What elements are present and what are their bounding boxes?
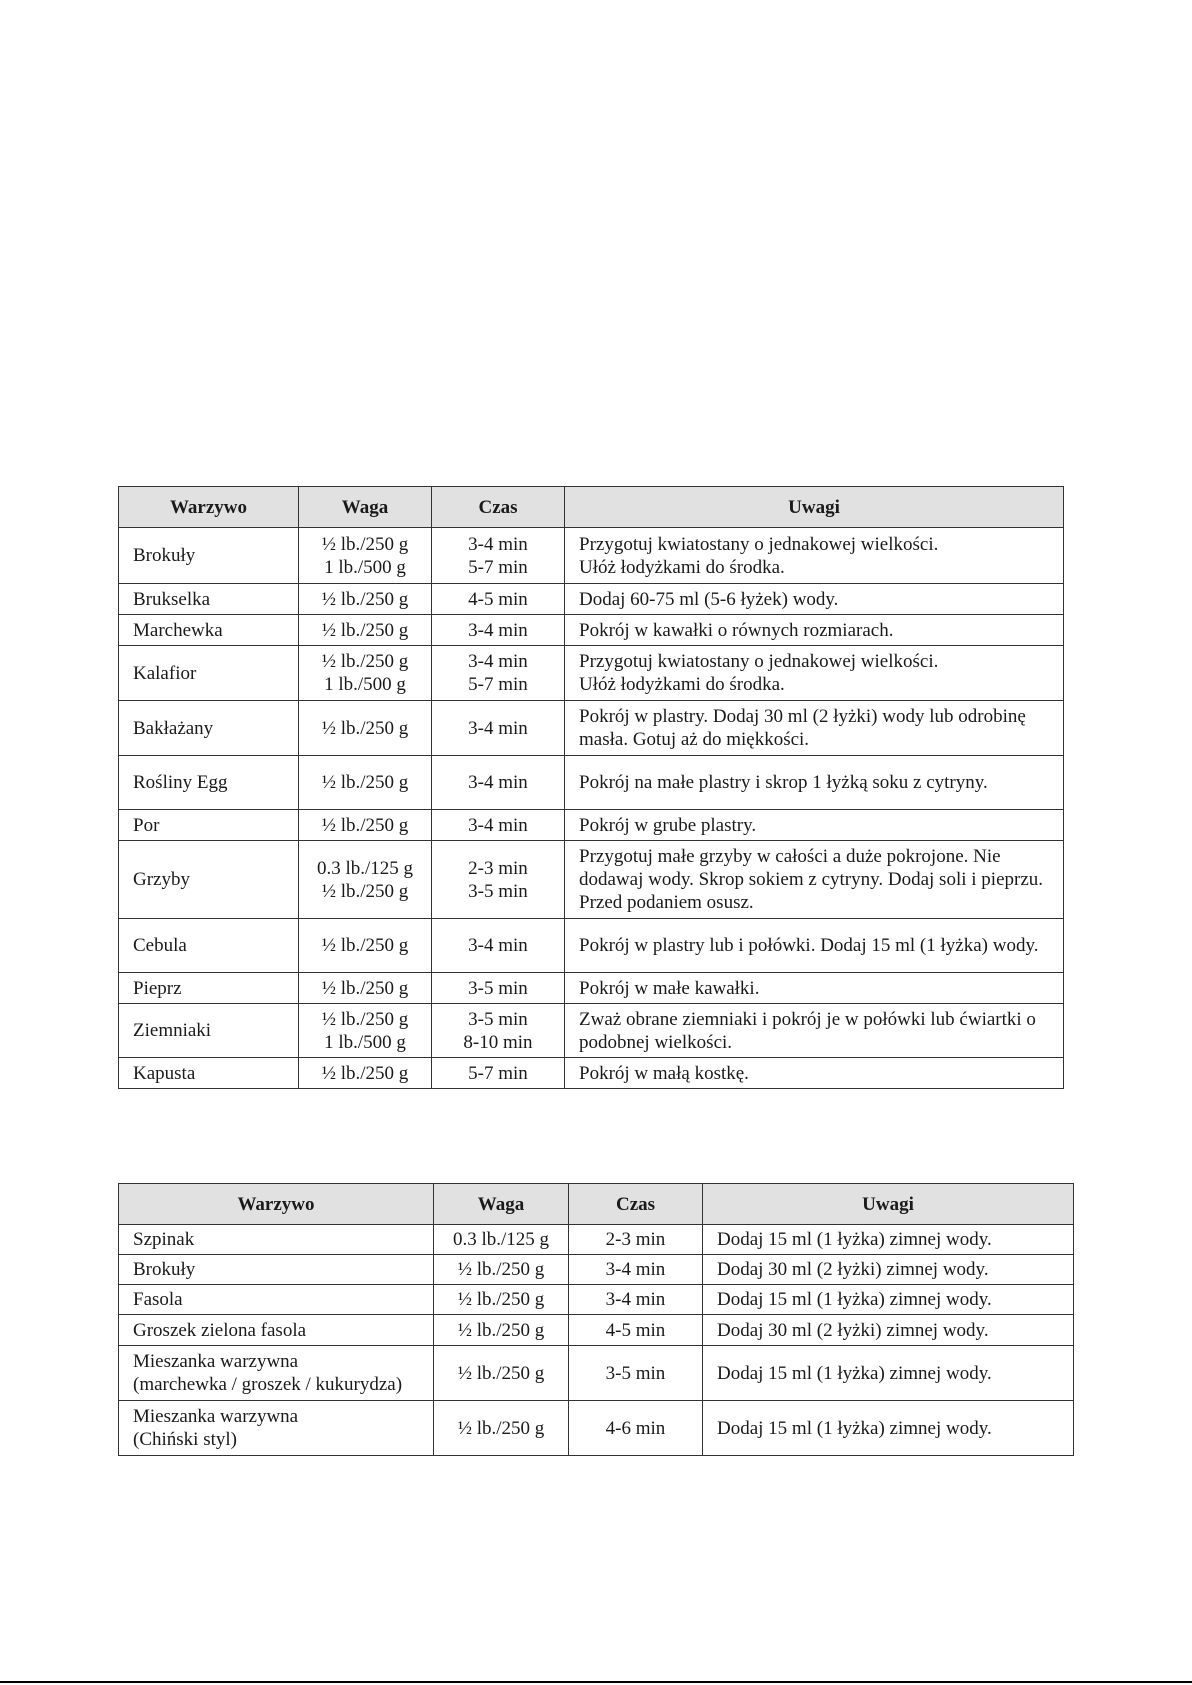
notes-cell: Dodaj 15 ml (1 łyżka) zimnej wody.	[703, 1225, 1074, 1255]
notes-cell: Pokrój w plastry. Dodaj 30 ml (2 łyżki) wody lub odrobinę masła. Gotuj aż do miękkości.	[565, 701, 1064, 756]
weight-cell: ½ lb./250 g 1 lb./500 g	[299, 646, 432, 701]
vegetable-cell: Ziemniaki	[119, 1004, 299, 1058]
time-cell: 3-4 min	[569, 1285, 703, 1315]
vegetable-cell: Szpinak	[119, 1225, 434, 1255]
vegetable-cell: Cebula	[119, 919, 299, 973]
table-row	[119, 1255, 1074, 1285]
vegetable-cell: Mieszanka warzywna (marchewka / groszek / kukurydza)	[119, 1346, 434, 1401]
notes-cell: Pokrój w plastry lub i połówki. Dodaj 15 ml (1 łyżka) wody.	[565, 919, 1064, 973]
column-header-time: Czas	[569, 1184, 703, 1225]
time-cell: 3-5 min	[432, 973, 565, 1004]
notes-cell: Dodaj 30 ml (2 łyżki) zimnej wody.	[703, 1315, 1074, 1346]
notes-cell: Pokrój w kawałki o równych rozmiarach.	[565, 615, 1064, 646]
table-row	[119, 810, 1064, 841]
vegetable-cell: Brokuły	[119, 528, 299, 584]
weight-cell: ½ lb./250 g	[434, 1285, 569, 1315]
weight-cell: ½ lb./250 g	[299, 919, 432, 973]
time-cell: 4-5 min	[569, 1315, 703, 1346]
time-cell: 2-3 min	[569, 1225, 703, 1255]
vegetable-cell: Brukselka	[119, 584, 299, 615]
time-cell: 3-4 min	[432, 756, 565, 810]
table-row	[119, 584, 1064, 615]
vegetable-cell: Groszek zielona fasola	[119, 1315, 434, 1346]
table-row	[119, 1004, 1064, 1058]
weight-cell: ½ lb./250 g	[434, 1401, 569, 1456]
column-header-weight: Waga	[299, 487, 432, 528]
time-cell: 3-4 min	[432, 701, 565, 756]
time-cell: 4-5 min	[432, 584, 565, 615]
weight-cell: ½ lb./250 g	[299, 973, 432, 1004]
weight-cell: ½ lb./250 g	[299, 584, 432, 615]
column-header-notes: Uwagi	[565, 487, 1064, 528]
column-header-vegetable: Warzywo	[119, 487, 299, 528]
weight-cell: ½ lb./250 g 1 lb./500 g	[299, 1004, 432, 1058]
weight-cell: ½ lb./250 g	[434, 1255, 569, 1285]
table-row	[119, 1225, 1074, 1255]
vegetable-cell: Brokuły	[119, 1255, 434, 1285]
weight-cell: ½ lb./250 g	[299, 756, 432, 810]
notes-cell: Pokrój w grube plastry.	[565, 810, 1064, 841]
notes-cell: Dodaj 15 ml (1 łyżka) zimnej wody.	[703, 1285, 1074, 1315]
vegetable-cell: Fasola	[119, 1285, 434, 1315]
weight-cell: ½ lb./250 g	[299, 810, 432, 841]
page-bottom-rule	[0, 1681, 1192, 1683]
time-cell: 3-5 min 8-10 min	[432, 1004, 565, 1058]
table-row	[119, 919, 1064, 973]
notes-cell: Przygotuj kwiatostany o jednakowej wielkości. Ułóż łodyżkami do środka.	[565, 646, 1064, 701]
weight-cell: ½ lb./250 g	[299, 701, 432, 756]
time-cell: 3-4 min	[569, 1255, 703, 1285]
column-header-weight: Waga	[434, 1184, 569, 1225]
notes-cell: Dodaj 60-75 ml (5-6 łyżek) wody.	[565, 584, 1064, 615]
weight-cell: 0.3 lb./125 g	[434, 1225, 569, 1255]
time-cell: 3-5 min	[569, 1346, 703, 1401]
table-row	[119, 1058, 1064, 1089]
vegetable-cell: Kalafior	[119, 646, 299, 701]
time-cell: 5-7 min	[432, 1058, 565, 1089]
column-header-time: Czas	[432, 487, 565, 528]
weight-cell: ½ lb./250 g	[299, 1058, 432, 1089]
vegetable-cell: Grzyby	[119, 841, 299, 919]
table-row	[119, 973, 1064, 1004]
table-row	[119, 1315, 1074, 1346]
table-row	[119, 615, 1064, 646]
table-row	[119, 1346, 1074, 1401]
notes-cell: Dodaj 15 ml (1 łyżka) zimnej wody.	[703, 1401, 1074, 1456]
weight-cell: 0.3 lb./125 g ½ lb./250 g	[299, 841, 432, 919]
notes-cell: Pokrój na małe plastry i skrop 1 łyżką soku z cytryny.	[565, 756, 1064, 810]
cooking-times-table-1	[118, 486, 1064, 1089]
table-header-row	[119, 487, 1064, 528]
column-header-notes: Uwagi	[703, 1184, 1074, 1225]
time-cell: 3-4 min	[432, 810, 565, 841]
time-cell: 2-3 min 3-5 min	[432, 841, 565, 919]
table-row	[119, 1401, 1074, 1456]
table-row	[119, 646, 1064, 701]
vegetable-cell: Pieprz	[119, 973, 299, 1004]
time-cell: 4-6 min	[569, 1401, 703, 1456]
time-cell: 3-4 min	[432, 615, 565, 646]
vegetable-cell: Marchewka	[119, 615, 299, 646]
weight-cell: ½ lb./250 g 1 lb./500 g	[299, 528, 432, 584]
time-cell: 3-4 min 5-7 min	[432, 646, 565, 701]
notes-cell: Dodaj 30 ml (2 łyżki) zimnej wody.	[703, 1255, 1074, 1285]
weight-cell: ½ lb./250 g	[434, 1346, 569, 1401]
vegetable-cell: Rośliny Egg	[119, 756, 299, 810]
vegetable-cell: Por	[119, 810, 299, 841]
weight-cell: ½ lb./250 g	[434, 1315, 569, 1346]
column-header-vegetable: Warzywo	[119, 1184, 434, 1225]
table-row	[119, 841, 1064, 919]
vegetable-cell: Bakłażany	[119, 701, 299, 756]
table-row	[119, 528, 1064, 584]
table-row	[119, 701, 1064, 756]
vegetable-cell: Kapusta	[119, 1058, 299, 1089]
notes-cell: Przygotuj małe grzyby w całości a duże pokrojone. Nie dodawaj wody. Skrop sokiem z cytryny. Dodaj soli i pieprzu. Przed podaniem osusz.	[565, 841, 1064, 919]
notes-cell: Zważ obrane ziemniaki i pokrój je w połówki lub ćwiartki o podobnej wielkości.	[565, 1004, 1064, 1058]
notes-cell: Pokrój w małą kostkę.	[565, 1058, 1064, 1089]
notes-cell: Dodaj 15 ml (1 łyżka) zimnej wody.	[703, 1346, 1074, 1401]
notes-cell: Przygotuj kwiatostany o jednakowej wielkości. Ułóż łodyżkami do środka.	[565, 528, 1064, 584]
vegetable-cell: Mieszanka warzywna (Chiński styl)	[119, 1401, 434, 1456]
table-row	[119, 1285, 1074, 1315]
weight-cell: ½ lb./250 g	[299, 615, 432, 646]
cooking-times-table-2	[118, 1183, 1074, 1456]
table-header-row	[119, 1184, 1074, 1225]
table-row	[119, 756, 1064, 810]
notes-cell: Pokrój w małe kawałki.	[565, 973, 1064, 1004]
time-cell: 3-4 min	[432, 919, 565, 973]
time-cell: 3-4 min 5-7 min	[432, 528, 565, 584]
